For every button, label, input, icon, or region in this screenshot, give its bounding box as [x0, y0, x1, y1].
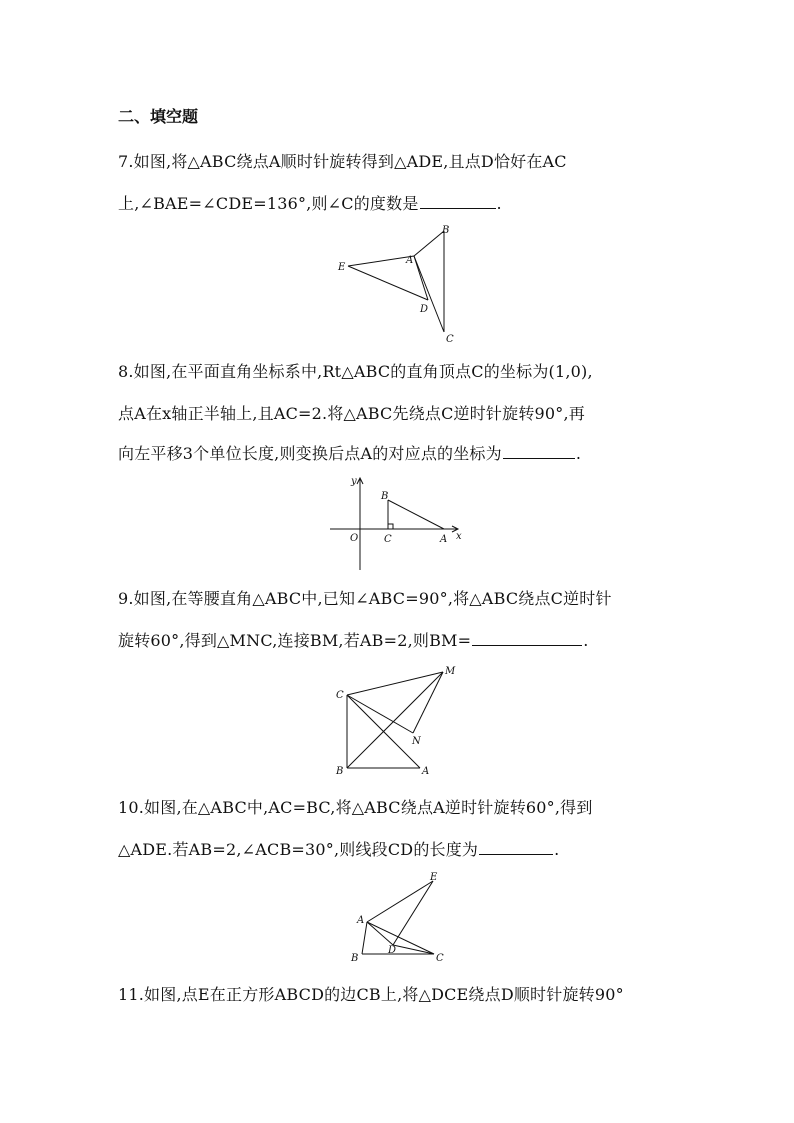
segment-ED: [348, 266, 428, 300]
segment-DC: [393, 945, 434, 954]
problem-8-line-2: 点A在x轴正半轴上,且AC=2.将△ABC先绕点C逆时针旋转90°,再: [118, 404, 585, 423]
label-D: D: [420, 304, 429, 315]
problem-10-period: .: [554, 840, 560, 859]
figure-7: [330, 220, 470, 350]
label-B: B: [442, 225, 450, 236]
label-x: x: [456, 531, 462, 542]
problem-11-line-1: 11.如图,点E在正方形ABCD的边CB上,将△DCE绕点D顺时针旋转90°: [118, 985, 624, 1004]
label-C: C: [336, 690, 344, 701]
problem-7-line-1: 7.如图,将△ABC绕点A顺时针旋转得到△ADE,且点D恰好在AC: [118, 152, 567, 171]
segment-EA: [348, 256, 414, 266]
figure-9: [330, 660, 465, 780]
problem-9-line-2-text: 旋转60°,得到△MNC,连接BM,若AB=2,则BM=: [118, 631, 472, 650]
segment-AB: [362, 922, 367, 954]
problem-10-line-2: [118, 837, 559, 860]
label-C: C: [384, 534, 392, 545]
label-A: A: [406, 255, 414, 266]
segment-MN: [413, 672, 443, 733]
label-N: N: [412, 736, 421, 747]
section-title: 二、填空题: [118, 107, 199, 126]
label-y: y: [351, 476, 357, 487]
segment-BA: [388, 500, 444, 529]
problem-8-line-3-text: 向左平移3个单位长度,则变换后点A的对应点的坐标为: [118, 444, 502, 463]
problem-7-line-2-text: 上,∠BAE=∠CDE=136°,则∠C的度数是: [118, 194, 419, 213]
problem-7-period: .: [496, 194, 502, 213]
right-angle-mark: [388, 524, 393, 529]
segment-BM: [347, 672, 443, 768]
label-O: O: [350, 533, 359, 544]
segment-AB: [414, 231, 444, 256]
segment-AC: [367, 922, 434, 954]
figure-8: [330, 472, 470, 572]
problem-8-period: .: [575, 444, 582, 463]
problem-7-line-2: [118, 191, 502, 214]
answer-blank-9[interactable]: [472, 631, 582, 646]
label-B: B: [351, 953, 359, 964]
segment-AE: [367, 881, 433, 922]
figure-10: [340, 868, 460, 968]
segment-AC: [414, 256, 444, 332]
label-B: B: [381, 491, 389, 502]
label-E: E: [338, 262, 346, 273]
problem-10-line-1: 10.如图,在△ABC中,AC=BC,将△ABC绕点A逆时针旋转60°,得到: [118, 798, 593, 817]
label-D: D: [388, 945, 397, 956]
problem-9-line-2: [118, 628, 589, 651]
answer-blank-8[interactable]: [503, 444, 575, 459]
label-A: A: [357, 915, 365, 926]
label-C: C: [446, 334, 454, 345]
label-M: M: [445, 666, 456, 677]
problem-9-line-1: 9.如图,在等腰直角△ABC中,已知∠ABC=90°,将△ABC绕点C逆时针: [118, 589, 612, 608]
segment-DA: [414, 256, 428, 300]
answer-blank-10[interactable]: [479, 840, 553, 855]
segment-ED: [393, 881, 433, 945]
problem-8-line-3: [118, 441, 581, 464]
segment-AD: [367, 922, 393, 945]
problem-9-period: .: [583, 631, 589, 650]
label-C: C: [436, 953, 444, 964]
label-E: E: [430, 872, 438, 883]
label-A: A: [422, 766, 430, 777]
answer-blank-7[interactable]: [420, 194, 496, 209]
problem-8-line-1: 8.如图,在平面直角坐标系中,Rt△ABC的直角顶点C的坐标为(1,0),: [118, 362, 593, 381]
segment-CM: [347, 672, 443, 695]
label-A: A: [440, 534, 448, 545]
problem-10-line-2-text: △ADE.若AB=2,∠ACB=30°,则线段CD的长度为: [118, 840, 479, 859]
label-B: B: [336, 766, 344, 777]
